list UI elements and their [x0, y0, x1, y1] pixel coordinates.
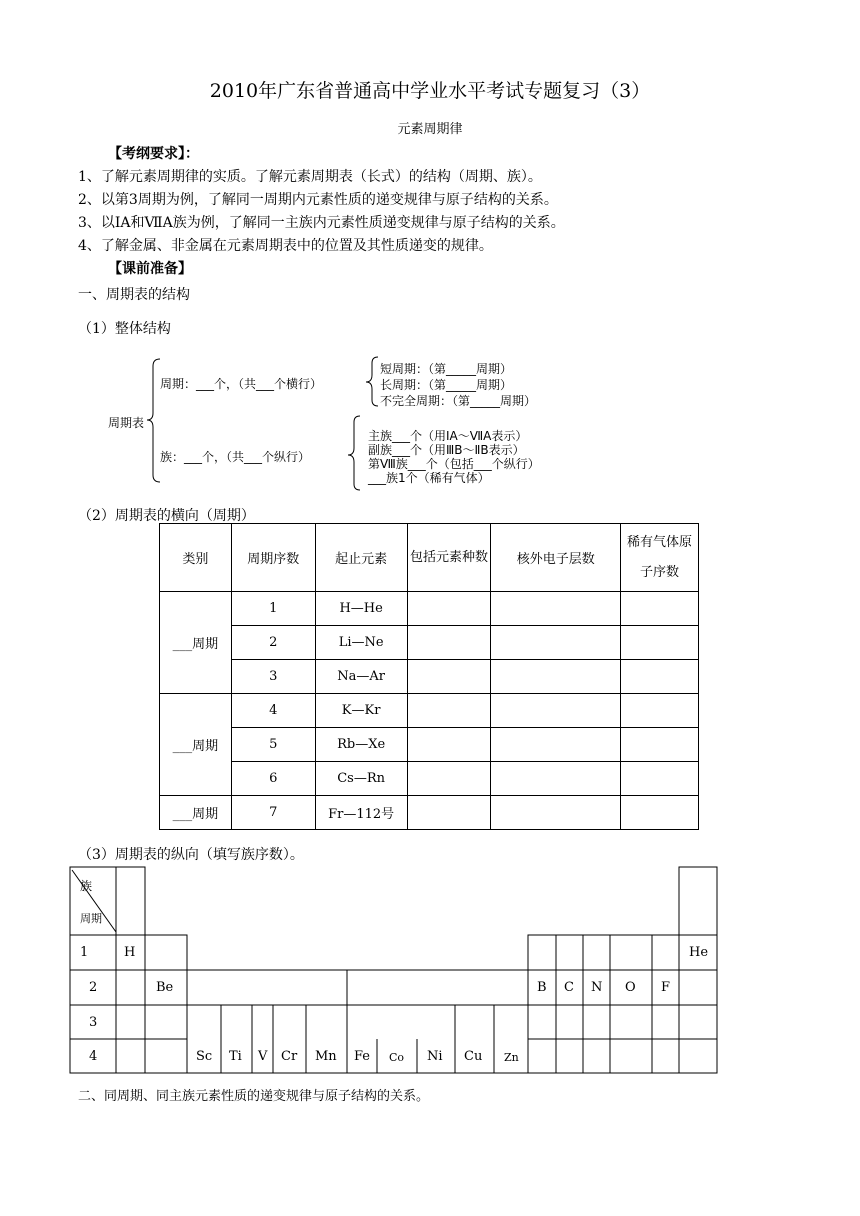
element-range: Cs—Rn	[315, 762, 407, 796]
diagram-zu: 族：___个，（共___个纵行）	[160, 450, 311, 464]
category-cell: ___周期	[160, 592, 232, 694]
element-cell: Mn	[315, 1049, 337, 1064]
sub-heading: （2）周期表的横向（周期）	[78, 508, 255, 524]
section-heading: 一、周期表的结构	[78, 287, 190, 303]
kaogang-item: 4、了解金属、非金属在元素周期表中的位置及其性质递变的规律。	[78, 238, 493, 254]
kqzb-heading: 【课前准备】	[108, 261, 192, 277]
sub-heading: （1）整体结构	[78, 321, 171, 337]
element-cell: Sc	[196, 1049, 213, 1064]
element-cell: C	[564, 980, 574, 995]
element-range: Rb—Xe	[315, 728, 407, 762]
element-cell: H	[124, 945, 136, 960]
diagram-zhouqi-item: 不完全周期：（第_____周期）	[380, 394, 537, 408]
header-cell: 包括元素种数	[407, 524, 491, 592]
diagram-zhouqi-item: 长周期：（第_____周期）	[380, 378, 513, 392]
period-number: 6	[231, 762, 315, 796]
sub-heading: （3）周期表的纵向（填写族序数）。	[78, 847, 304, 863]
page-subtitle: 元素周期律	[397, 122, 463, 137]
element-range: Na—Ar	[315, 660, 407, 694]
kaogang-item: 1、了解元素周期律的实质。了解元素周期表（长式）的结构（周期、族）。	[78, 169, 542, 185]
diagram-zu-item: 第Ⅷ族___个（包括___个纵行）	[368, 457, 540, 471]
header-cell: 类别	[160, 524, 232, 592]
element-cell: Ni	[427, 1049, 443, 1064]
element-cell: Zn	[504, 1051, 519, 1064]
element-cell: B	[537, 980, 547, 995]
diagram-root: 周期表	[108, 416, 145, 430]
page-title: 2010年广东省普通高中学业水平考试专题复习（3）	[209, 80, 651, 102]
corner-label-zhouqi: 周期	[80, 912, 102, 925]
element-range: Li—Ne	[315, 626, 407, 660]
section-heading: 二、同周期、同主族元素性质的递变规律与原子结构的关系。	[78, 1089, 430, 1104]
element-range: K—Kr	[315, 694, 407, 728]
period-label: 1	[80, 945, 89, 960]
period-number: 5	[231, 728, 315, 762]
element-cell: V	[258, 1049, 268, 1064]
period-number: 1	[231, 592, 315, 626]
element-cell: Fe	[354, 1049, 371, 1064]
element-range: H—He	[315, 592, 407, 626]
period-number: 7	[231, 796, 315, 830]
period-label: 4	[89, 1049, 98, 1064]
category-cell: ___周期	[160, 694, 232, 796]
element-cell: Co	[389, 1051, 405, 1064]
element-range: Fr—112号	[315, 796, 407, 830]
period-number: 4	[231, 694, 315, 728]
element-cell: Ti	[229, 1049, 242, 1064]
diagram-zhouqi-item: 短周期：（第_____周期）	[380, 362, 513, 376]
header-cell: 起止元素	[315, 524, 407, 592]
period-label: 2	[89, 980, 98, 995]
kaogang-item: 2、以第3周期为例，了解同一周期内元素性质的递变规律与原子结构的关系。	[78, 192, 558, 208]
element-cell: Cu	[464, 1049, 483, 1064]
element-cell: N	[591, 980, 603, 995]
kaogang-item: 3、以IA和ⅦA族为例，了解同一主族内元素性质递变规律与原子结构的关系。	[78, 215, 565, 231]
element-cell: Cr	[281, 1049, 298, 1064]
period-number: 3	[231, 660, 315, 694]
header-cell: 周期序数	[231, 524, 315, 592]
diagram-zu-item: 副族___个（用ⅢB～ⅡB表示）	[368, 443, 525, 457]
diagram-zu-item: ___族1个（稀有气体）	[368, 471, 490, 485]
header-cell: 核外电子层数	[491, 524, 621, 592]
diagram-zu-item: 主族___个（用ⅠA～ⅦA表示）	[368, 429, 528, 443]
corner-label-zu: 族	[80, 879, 93, 893]
category-cell: ___周期	[160, 796, 232, 830]
element-cell: He	[689, 945, 709, 960]
kaogang-heading: 【考纲要求】：	[108, 146, 199, 162]
period-label: 3	[89, 1015, 98, 1030]
header-cell: 稀有气体原子序数	[621, 524, 699, 592]
diagram-zhouqi: 周期：___个，（共___个横行）	[160, 377, 323, 391]
element-cell: Be	[156, 980, 174, 995]
period-number: 2	[231, 626, 315, 660]
element-cell: O	[625, 980, 636, 995]
element-cell: F	[661, 980, 671, 995]
